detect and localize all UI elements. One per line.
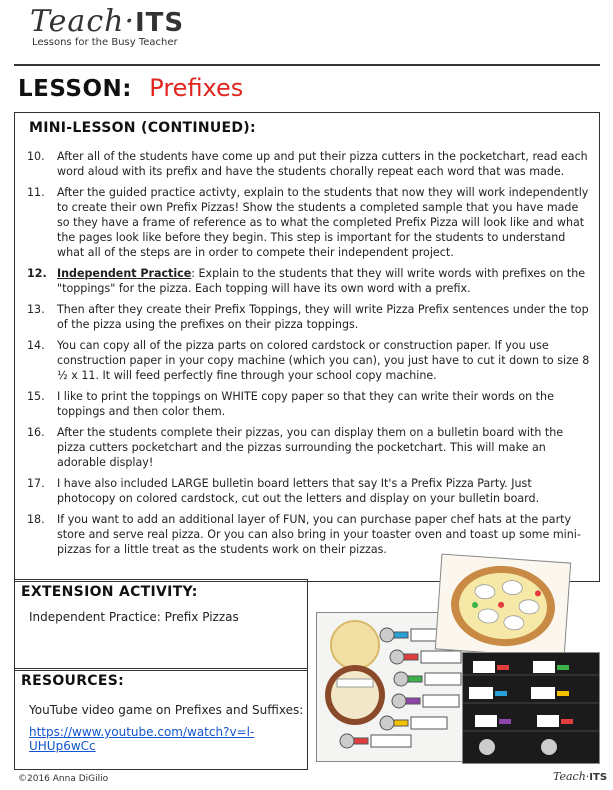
pizza-illustration [436,555,570,658]
link-line-1[interactable]: https://www.youtube.com/watch?v=l- [29,725,255,739]
footer-brand: Teach·ITS [553,770,608,783]
completed-pizza-photo [435,554,571,659]
black-chart-illustration [463,653,599,763]
brand-logo [30,4,184,48]
step-text: After all of the students have come up and put their pizza cutters in the pocketchart, read each word aloud with its prefix and have the students chorally repeat each word that was made. [57,150,588,178]
step-text: If you want to add an additional layer of FUN, you can purchase paper chef hats at the party store and serve real pizza. Or you can also bring in your toaster oven and toast up some mini-pizzas for a little treat as the students work on their pizzas. [57,513,581,556]
step-item [27,425,592,470]
step-text: After the guided practice activty, explain to the students that now they will work independently to create their own Prefix Pizzas! Show the students a completed sample that you have made so they have a frame of reference as to what the completed Prefix Pizza will look like and what the pages look like before they begin. This step is important for the students to understand what all of the steps are in order to compete their independent project. [57,186,589,259]
step-body: : Explain to the students that they will write words with prefixes on the "toppings" for the pizza. Each topping will have its own word with a prefix. [57,267,586,295]
step-text: I have also included LARGE bulletin board letters that say It's a Prefix Pizza Party. Just photocopy on colored cardstock, cut out the letters and display on your bulletin board. [57,477,540,505]
step-text: You can copy all of the pizza parts on colored cardstock or construction paper. If you use construction paper in your copy machine (which you can), you just have to cut it down to size 8 ½ x 11. It will feed perfectly fine through your school copy machine. [57,339,590,382]
step-number: 12. [27,267,47,280]
extension-title: EXTENSION ACTIVITY: [21,584,198,600]
link-line-2[interactable]: UHUp6wCc [29,739,96,753]
step-number: 14. [27,339,45,352]
step-text: After the students complete their pizzas, you can display them on a bulletin board with the pizza cutters pocketchart and the pizzas surrounding the pocketchart. This will make an adorable display! [57,426,564,469]
mini-lesson-box [14,112,600,582]
extension-box [14,579,308,671]
resources-title: RESOURCES: [21,673,124,689]
step-text [57,266,592,296]
step-text: I like to print the toppings on WHITE copy paper so that they can write their words on the toppings and then color them. [57,390,554,418]
extension-text: Independent Practice: Prefix Pizzas [29,610,239,624]
step-item [27,389,592,419]
step-number: 10. [27,150,45,163]
step-item [27,512,592,557]
step-item [27,476,592,506]
brand-tagline: Lessons for the Busy Teacher [32,37,178,48]
step-item [27,338,592,383]
header-divider [14,64,600,66]
copyright-text: ©2016 Anna DiGilio [18,774,109,784]
step-item [27,302,592,332]
step-text: Then after they create their Prefix Toppings, they will write Pizza Prefix sentences under the top of the pizza using the prefixes on their pizza toppings. [57,303,589,331]
mini-lesson-title: MINI-LESSON (CONTINUED): [29,120,256,136]
youtube-link[interactable] [29,725,254,753]
step-list [27,149,592,563]
step-item [27,266,592,296]
resources-box [14,668,308,770]
step-number: 18. [27,513,45,526]
lesson-title: Prefixes [149,74,244,102]
step-number: 17. [27,477,45,490]
black-pocket-chart-photo [462,652,600,764]
resources-text: YouTube video game on Prefixes and Suffixes: [29,703,304,717]
step-number: 16. [27,426,45,439]
step-label: Independent Practice [57,267,192,280]
lesson-label: LESSON: [18,76,132,102]
brand-name: Teach·ITS [30,4,185,39]
lesson-header [18,74,243,102]
step-item [27,149,592,179]
step-number: 11. [27,186,45,199]
step-number: 13. [27,303,45,316]
step-item [27,185,592,260]
step-number: 15. [27,390,45,403]
